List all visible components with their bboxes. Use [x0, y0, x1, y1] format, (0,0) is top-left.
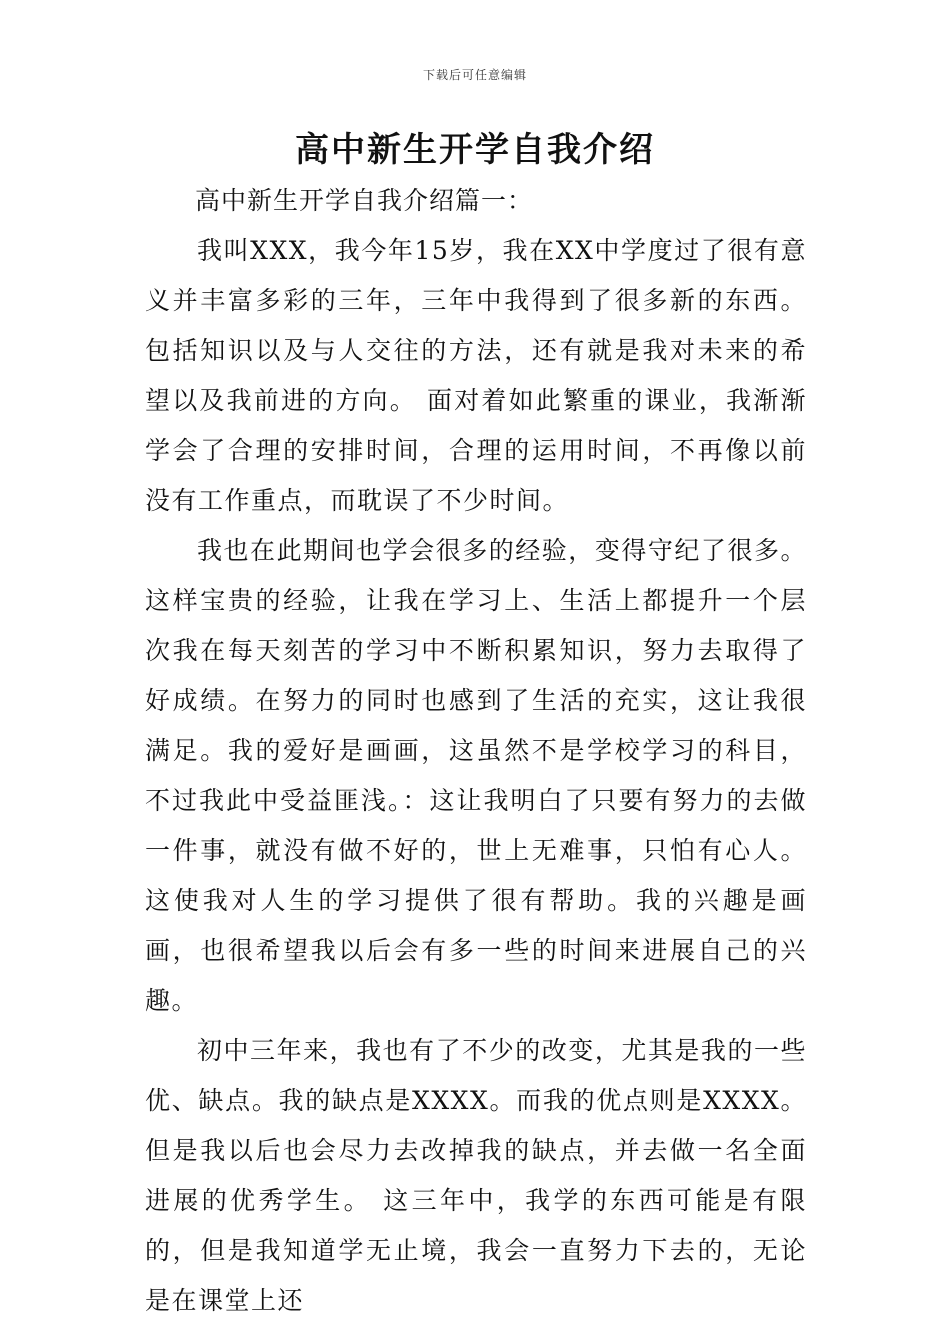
paragraph-1: 我叫XXX，我今年15岁，我在XX中学度过了很有意义并丰富多彩的三年，三年中我得到了很多新的东西。包括知识以及与人交往的方法，还有就是我对未来的希望以及我前进的方向。 面对着如此繁重的课业，我渐渐学会了合理的安排时间，合理的运用时间，不再像以前没有工作重点，而耽误了不少时间。 [145, 236, 807, 515]
document-body [145, 176, 807, 1326]
section-subtitle: 高中新生开学自我介绍篇一： [195, 186, 534, 215]
paragraph-2: 我也在此期间也学会很多的经验，变得守纪了很多。这样宝贵的经验，让我在学习上、生活上都提升一个层次我在每天刻苦的学习中不断积累知识，努力去取得了好成绩。在努力的同时也感到了生活的充实，这让我很满足。我的爱好是画画，这虽然不是学校学习的科目，不过我此中受益匪浅。：这让我明白了只要有努力的去做一件事，就没有做不好的，世上无难事，只怕有心人。这使我对人生的学习提供了很有帮助。我的兴趣是画画，也很希望我以后会有多一些的时间来进展自己的兴趣。 [145, 536, 807, 1015]
header-note: 下载后可任意编辑 [422, 68, 527, 82]
document-title: 高中新生开学自我介绍 [295, 130, 655, 170]
paragraph-3: 初中三年来，我也有了不少的改变，尤其是我的一些优、缺点。我的缺点是XXXX。而我的优点则是XXXX。但是我以后也会尽力去改掉我的缺点，并去做一名全面进展的优秀学生。 这三年中，我学的东西可能是有限的，但是我知道学无止境，我会一直努力下去的，无论是在课堂上还 [145, 1036, 807, 1315]
